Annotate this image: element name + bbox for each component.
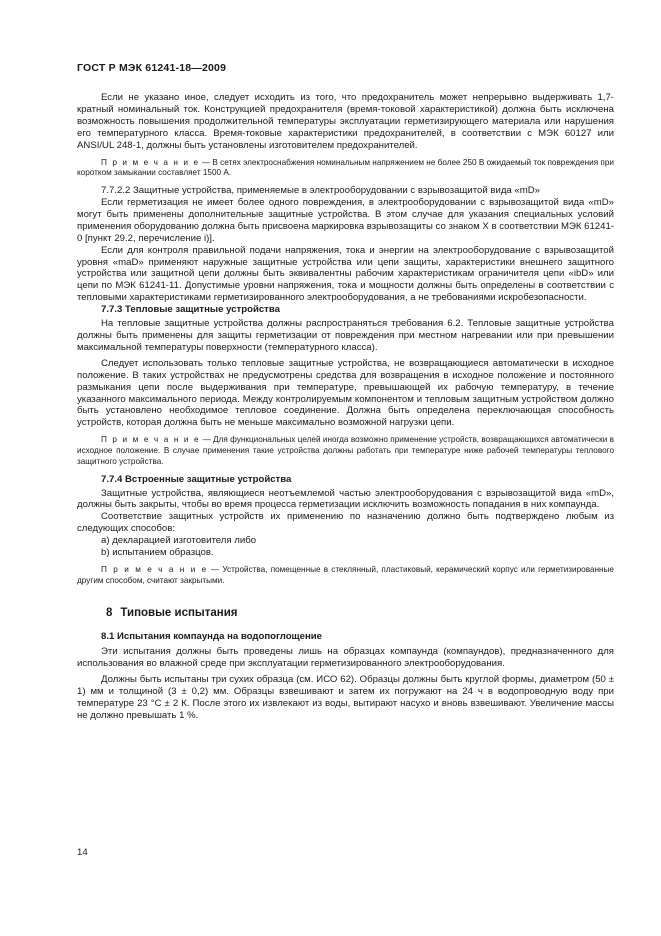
note [77, 158, 614, 180]
list-item: a) декларацией изготовителя либо [101, 535, 257, 547]
paragraph: Должны быть испытаны три сухих образца (см. ИСО 62). Образцы должны быть круглой формы, диаметром (50 ± 1) мм и толщиной (3 ± 0,2) мм. Образцы взвешивают и затем их погружают на 24 ч в водопроводную воду при температуре 23 °С ± 2 К. После этого их извлекают из воды, вытирают насухо и вновь взвешивают. Увеличение массы не должно превышать 1 %. [77, 674, 614, 722]
page-number: 14 [77, 847, 88, 858]
list-item: b) испытанием образцов. [101, 547, 214, 559]
section-title: Типовые испытания [120, 606, 238, 619]
section-heading [106, 607, 614, 619]
document-header: ГОСТ Р МЭК 61241-18—2009 [77, 62, 227, 74]
paragraph: Если не указано иное, следует исходить из того, что предохранитель может непрерывно выдерживать 1,7-кратный номинальный ток. Конструкцией предохранителя (время-токовой характеристикой) должна быть исключена возможность повышения продолжительной температуры эксплуатации герметизирующего материала или нарушения его температурного класса. Время-токовые характеристики предохранителей, в соответствии с МЭК 60127 или ANSI/UL 248-1, должны быть установлены изготовителем предохранителей. [77, 92, 614, 151]
subsection-heading: 8.1 Испытания компаунда на водопоглощение [101, 630, 323, 642]
paragraph: Если герметизация не имеет более одного повреждения, в электрооборудовании с взрывозащитой вида «mD» могут быть применены дополнительные защитные устройства. В этом случае для указания специальных условий применения оборудованию должна быть присвоена маркировка взрывозащиты со знаком X в соответствии МЭК 61241-0 [пункт 29.2, перечисление i)]. [77, 197, 614, 244]
paragraph: На тепловые защитные устройства должны распространяться требования 6.2. Тепловые защитные устройства должны быть применены для защиты герметизации от повреждения при местном нагревании или при превышении максимальной температуры поверхности (температурного класса). [77, 318, 614, 353]
paragraph: Следует использовать только тепловые защитные устройства, не возвращающиеся автоматически в исходное положение. В таких устройствах не предусмотрены средства для возвращения в исходное положение и постоянного размыкания цепи после выдерживания при температуре, превышающей их рабочую температуру, в течение указанного максимального периода. Между контролируемым компонентом и тепловым защитным устройством должно быть установлено необходимое тепловое соединение. Должна быть определена переключающая способность устройств, которая должна быть не меньше максимально возможной нагрузки цепи. [77, 357, 614, 429]
subsection-heading: 7.7.3 Тепловые защитные устройства [101, 304, 280, 316]
note [77, 435, 614, 467]
note-text: — Для функциональных целей иногда возможно применение устройств, возвращающихся автоматически в исходное положение. В случае применения такие устройства должны работать при температуре ниже рабочей температуры теплового защитного устройства. [77, 435, 614, 466]
subsection-heading: 7.7.4 Встроенные защитные устройства [101, 473, 292, 485]
document-page [77, 62, 614, 722]
note-label: П р и м е ч а н и е [101, 435, 201, 445]
note-text: — Устройства, помещенные в стеклянный, пластиковый, керамический корпус или герметизированные другим способом, считают закрытыми. [77, 564, 614, 585]
subsection-heading: 7.7.2.2 Защитные устройства, применяемые в электрооборудовании с взрывозащитой вида «mD» [101, 185, 541, 197]
note [77, 565, 614, 587]
note-text: — В сетях электроснабжения номинальным напряжением не более 250 В ожидаемый ток повреждения при коротком замыкании составляет 1500 А. [77, 157, 614, 178]
paragraph: Соответствие защитных устройств их применению по назначению должно быть подтверждено любым из следующих способов: [77, 511, 614, 535]
paragraph: Эти испытания должны быть проведены лишь на образцах компаунда (компаундов), предназначенного для использования во влажной среде при эксплуатации герметизированного электрооборудования. [77, 646, 614, 670]
paragraph: Защитные устройства, являющиеся неотъемлемой частью электрооборудования с взрывозащитой вида «mD», должны быть закрыты, чтобы во время процесса герметизации исключить возможность попадания в них компаунда. [77, 487, 614, 511]
note-label: П р и м е ч а н и е [101, 157, 200, 167]
note-label: П р и м е ч а н и е [101, 564, 208, 574]
section-number: 8 [106, 606, 113, 619]
paragraph: Если для контроля правильной подачи напряжения, тока и энергии на электрооборудование с взрывозащитой уровня «maD» применяют наружные защитные устройства или цепи защиты, характеристики внешнего защитного устройства или защитной цепи должны быть эквивалентны рабочим характеристикам ограничителя цепи «ibD» или цепи по МЭК 61241-11. Допустимые уровни напряжения, тока и мощности должны быть определены в соответствии с тепловыми характеристиками герметизированного электрооборудования, а не требованиями искробезопасности. [77, 244, 614, 304]
